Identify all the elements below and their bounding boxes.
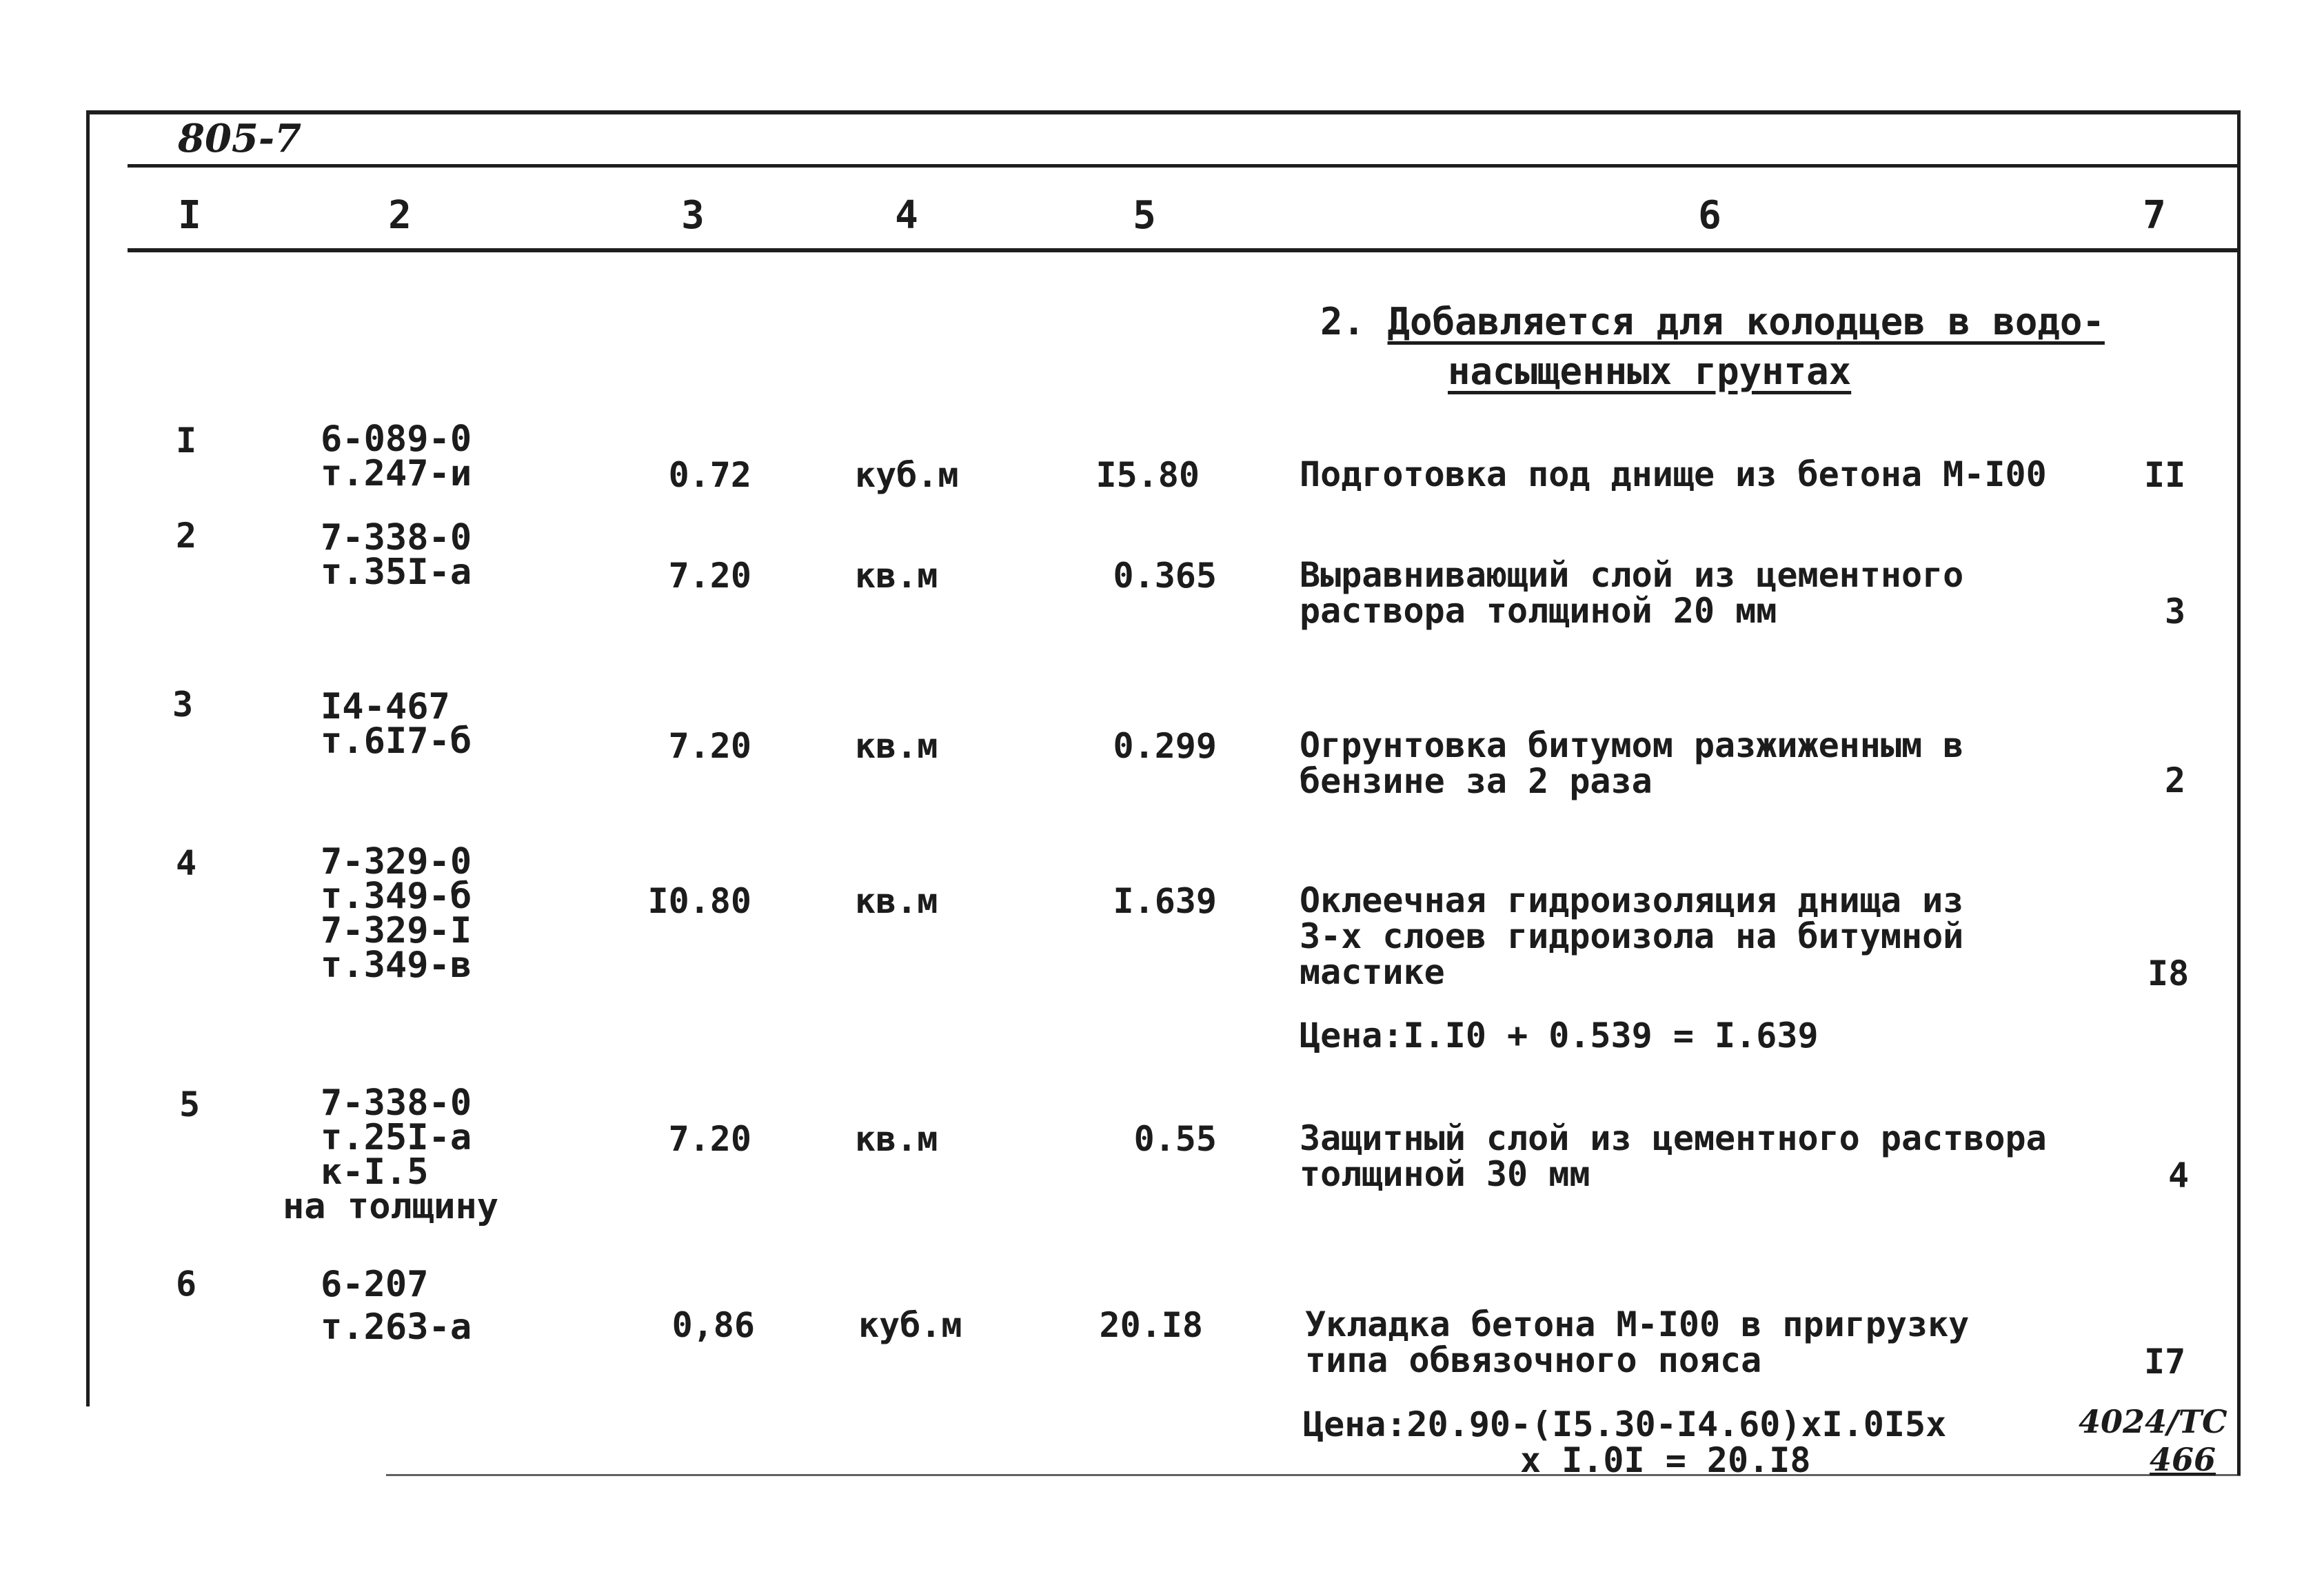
row-quantity: 7.20: [668, 1119, 751, 1159]
row-code: [321, 1263, 472, 1349]
row-description: [1300, 882, 1963, 990]
frame-top-line: [86, 110, 2241, 114]
code-line: 6-207: [321, 1264, 429, 1305]
code-line: т.247-и: [321, 453, 472, 494]
note-line: x I.0I = 20.I8: [1520, 1440, 1811, 1480]
header-col-4: 4: [895, 193, 918, 238]
row-col7: 4: [2168, 1156, 2190, 1196]
frame-left-line: [86, 110, 90, 1406]
row-description: [1305, 1304, 1970, 1380]
row-number: 3: [172, 685, 194, 725]
description-line: Укладка бетона М-I00 в пригрузку: [1305, 1304, 1970, 1344]
row-number: I: [176, 421, 197, 461]
row-price: I5.80: [1095, 455, 1200, 495]
description-line: Выравнивающий слой из цементного: [1300, 555, 1964, 595]
code-line: т.6I7-б: [321, 720, 472, 762]
description-line: Огрунтовка битумом разжиженным в: [1300, 725, 1964, 765]
row-unit: кв.м: [855, 726, 938, 766]
code-line: т.35I-а: [321, 552, 472, 593]
code-line: на толщину: [283, 1186, 499, 1227]
row-price-note: [1303, 1406, 1946, 1478]
frame-right-line: [2237, 110, 2241, 1475]
row-quantity: I0.80: [647, 881, 751, 921]
archive-stamp-line-2: 466: [2150, 1441, 2216, 1478]
row-code: [283, 1082, 499, 1227]
row-code: [321, 841, 472, 986]
section-title-text: Добавляется для колодцев в водо-: [1387, 300, 2105, 343]
row-col7: II: [2144, 455, 2186, 495]
section-title-line-1: [1320, 300, 2105, 343]
row-quantity: 0,86: [671, 1305, 755, 1345]
code-line: т.25I-а: [321, 1117, 472, 1158]
section-title-number: 2.: [1320, 300, 1388, 343]
header-col-6: 6: [1698, 193, 1721, 238]
row-description: [1300, 456, 2047, 492]
row-price: 0.365: [1113, 556, 1217, 596]
row-unit: кв.м: [855, 1119, 938, 1159]
header-col-1: I: [178, 193, 201, 238]
row-quantity: 7.20: [668, 726, 751, 766]
description-line: Защитный слой из цементного раствора: [1300, 1118, 2047, 1158]
description-line: мастике: [1300, 952, 1445, 992]
code-line: 7-338-0: [321, 1082, 472, 1124]
description-line: Оклеечная гидроизоляция днища из: [1300, 880, 1964, 920]
header-col-5: 5: [1133, 193, 1156, 238]
code-line: т.349-в: [321, 945, 472, 986]
code-line: I4-467: [321, 686, 450, 727]
row-description: [1300, 1120, 2047, 1192]
description-line: 3-х слоев гидроизола на битумной: [1300, 916, 1964, 956]
row-number: 4: [176, 843, 197, 883]
row-number: 6: [176, 1264, 197, 1304]
header-col-3: 3: [681, 193, 705, 238]
row-price: 0.299: [1113, 726, 1217, 766]
row-price-note: Цена:I.I0 + 0.539 = I.639: [1300, 1016, 1819, 1056]
row-quantity: 0.72: [668, 455, 751, 495]
row-col7: 3: [2165, 592, 2186, 632]
code-line: 7-338-0: [321, 517, 472, 558]
row-number: 5: [179, 1084, 201, 1124]
row-description: [1300, 557, 1963, 629]
description-line: бензине за 2 раза: [1300, 761, 1653, 801]
row-description: [1300, 727, 1963, 799]
row-unit: куб.м: [858, 1305, 962, 1345]
description-line: толщиной 30 мм: [1300, 1154, 1590, 1194]
row-code: [321, 517, 472, 593]
row-quantity: 7.20: [668, 556, 751, 596]
header-col-2: 2: [388, 193, 412, 238]
row-price: 20.I8: [1099, 1305, 1203, 1345]
row-col7: I8: [2148, 954, 2190, 993]
code-line: 6-089-0: [321, 418, 472, 460]
row-unit: кв.м: [855, 556, 938, 596]
header-col-7: 7: [2143, 193, 2166, 238]
description-line: Подготовка под днище из бетона М-I00: [1300, 454, 2047, 494]
row-col7: I7: [2144, 1342, 2186, 1382]
code-line: 7-329-I: [321, 910, 472, 951]
code-line: т.263-а: [321, 1307, 472, 1348]
code-line: т.349-б: [321, 876, 472, 917]
row-code: [321, 686, 472, 762]
note-line: Цена:20.90-(I5.30-I4.60)xI.0I5x: [1303, 1404, 1947, 1444]
code-line: к-I.5: [321, 1151, 429, 1193]
doc-code: 805-7: [178, 116, 302, 161]
row-unit: кв.м: [855, 881, 938, 921]
archive-stamp-line-1: 4024/ТС: [2079, 1403, 2227, 1440]
code-line: 7-329-0: [321, 841, 472, 882]
row-number: 2: [176, 516, 197, 556]
row-col7: 2: [2165, 760, 2186, 800]
description-line: типа обвязочного пояса: [1305, 1340, 1762, 1380]
header-bottom-line: [128, 248, 2241, 252]
row-code: [321, 418, 472, 494]
header-top-line: [128, 164, 2241, 168]
section-title-line-2: насыщенных грунтах: [1448, 350, 1852, 393]
row-unit: куб.м: [855, 455, 959, 495]
row-price: 0.55: [1133, 1119, 1217, 1159]
row-price: I.639: [1113, 881, 1217, 921]
description-line: раствора толщиной 20 мм: [1300, 591, 1777, 631]
